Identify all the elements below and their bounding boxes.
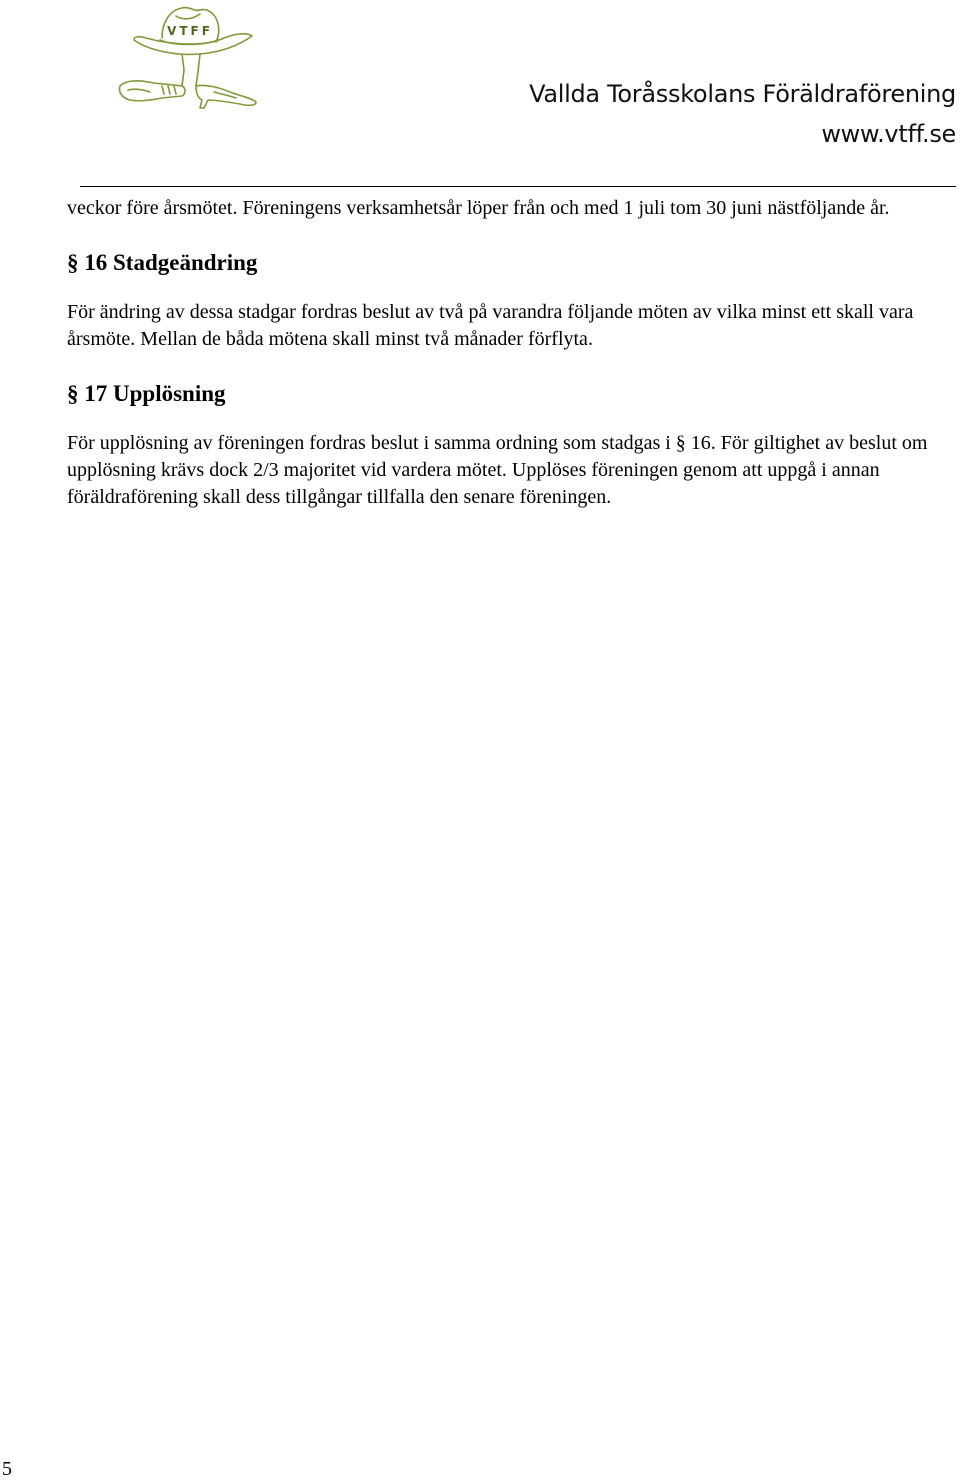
organization-name: Vallda Toråsskolans Föräldraförening xyxy=(529,80,956,108)
page-number: 5 xyxy=(2,1458,12,1480)
section-17-heading: § 17 Upplösning xyxy=(67,381,226,406)
organization-url[interactable]: www.vtff.se xyxy=(821,120,956,148)
section-16-heading: § 16 Stadgeändring xyxy=(67,250,258,275)
section-17-body: För upplösning av föreningen fordras beslut i samma ordning som stadgas i § 16. För giltighet av beslut om upplösning krävs dock 2/3 majoritet vid vardera mötet. Upplöses föreningen genom att uppgå i annan föräldraförening skall dess tillgångar tillfalla den senare föreningen. xyxy=(67,432,928,508)
vtff-logo xyxy=(104,2,270,112)
intro-paragraph: veckor före årsmötet. Föreningens verksamhetsår löper från och med 1 juli tom 30 juni nästföljande år. xyxy=(67,197,890,219)
document-body xyxy=(67,195,959,537)
section-16-body: För ändring av dessa stadgar fordras beslut av två på varandra följande möten av vilka minst ett skall vara årsmöte. Mellan de båda mötena skall minst två månader förflyta. xyxy=(67,301,914,350)
svg-text:VTFF: VTFF xyxy=(167,24,213,38)
header-divider xyxy=(80,186,956,187)
